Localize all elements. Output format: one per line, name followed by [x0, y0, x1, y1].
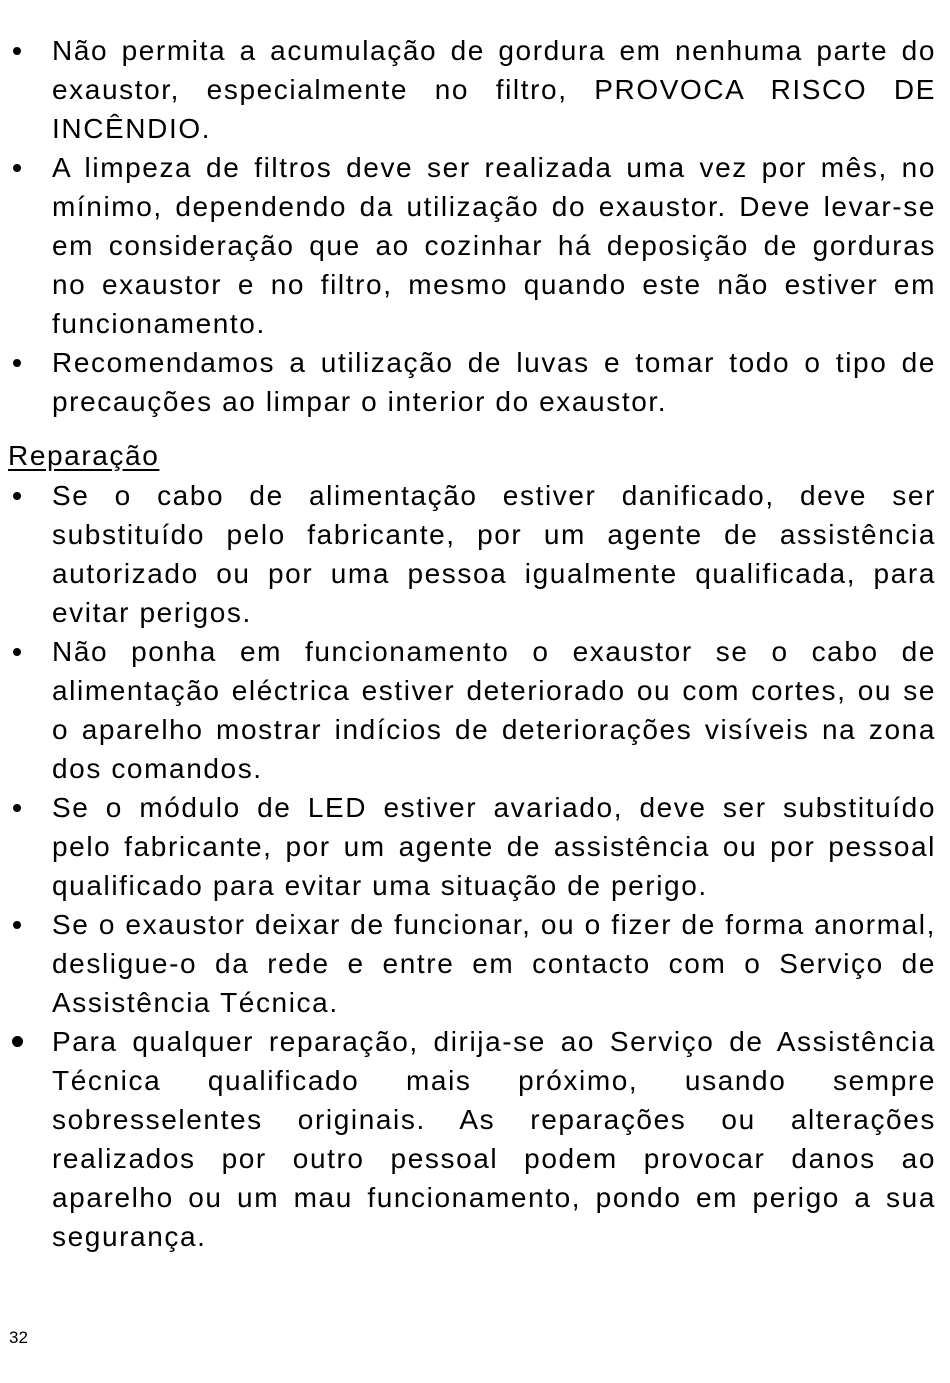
page-number: 32 — [9, 1328, 28, 1347]
list-item-text: Não ponha em funcionamento o exaustor se o cabo de alimentação eléctrica estiver deteriorado ou com cortes, ou se o aparelho mostrar indícios de deteriorações visíveis na zona dos comandos. — [52, 636, 936, 784]
bullet-icon — [10, 632, 30, 671]
list-item-text: Se o cabo de alimentação estiver danificado, deve ser substituído pelo fabricante, por um agente de assistência autorizado ou por uma pessoa igualmente qualificada, para evitar perigos. — [52, 480, 936, 628]
bullet-icon — [10, 343, 30, 382]
list-item — [8, 788, 936, 905]
bullet-icon — [10, 788, 30, 827]
list-item — [8, 148, 936, 343]
bullet-icon — [10, 31, 30, 70]
list-item-text: Recomendamos a utilização de luvas e tomar todo o tipo de precauções ao limpar o interior do exaustor. — [52, 347, 936, 417]
list-item — [8, 31, 936, 148]
section-heading-reparacao: Reparação — [8, 440, 160, 471]
list-item — [8, 343, 936, 421]
bullet-icon — [10, 476, 30, 515]
bullet-icon — [10, 148, 30, 187]
list-item — [8, 905, 936, 1022]
repair-instructions-list — [8, 476, 936, 1256]
maintenance-warnings-list — [8, 31, 936, 421]
list-item-text: Se o exaustor deixar de funcionar, ou o fizer de forma anormal, desligue-o da rede e entre em contacto com o Serviço de Assistência Técnica. — [52, 909, 936, 1018]
list-item — [8, 632, 936, 788]
list-item — [8, 1022, 936, 1256]
list-item-text: A limpeza de filtros deve ser realizada uma vez por mês, no mínimo, dependendo da utilização do exaustor. Deve levar-se em consideração que ao cozinhar há deposição de gorduras no exaustor e no filtro, mesmo quando este não estiver em funcionamento. — [52, 152, 936, 339]
bullet-icon — [10, 1022, 30, 1061]
bullet-icon — [10, 905, 30, 944]
list-item — [8, 476, 936, 632]
list-item-text: Para qualquer reparação, dirija-se ao Serviço de Assistência Técnica qualificado mais próximo, usando sempre sobresselentes originais. As reparações ou alterações realizados por outro pessoal podem provocar danos ao aparelho ou um mau funcionamento, pondo em perigo a sua segurança. — [52, 1026, 936, 1252]
list-item-text: Se o módulo de LED estiver avariado, deve ser substituído pelo fabricante, por um agente de assistência ou por pessoal qualificado para evitar uma situação de perigo. — [52, 792, 936, 901]
list-item-text: Não permita a acumulação de gordura em nenhuma parte do exaustor, especialmente no filtro, PROVOCA RISCO DE INCÊNDIO. — [52, 35, 936, 144]
